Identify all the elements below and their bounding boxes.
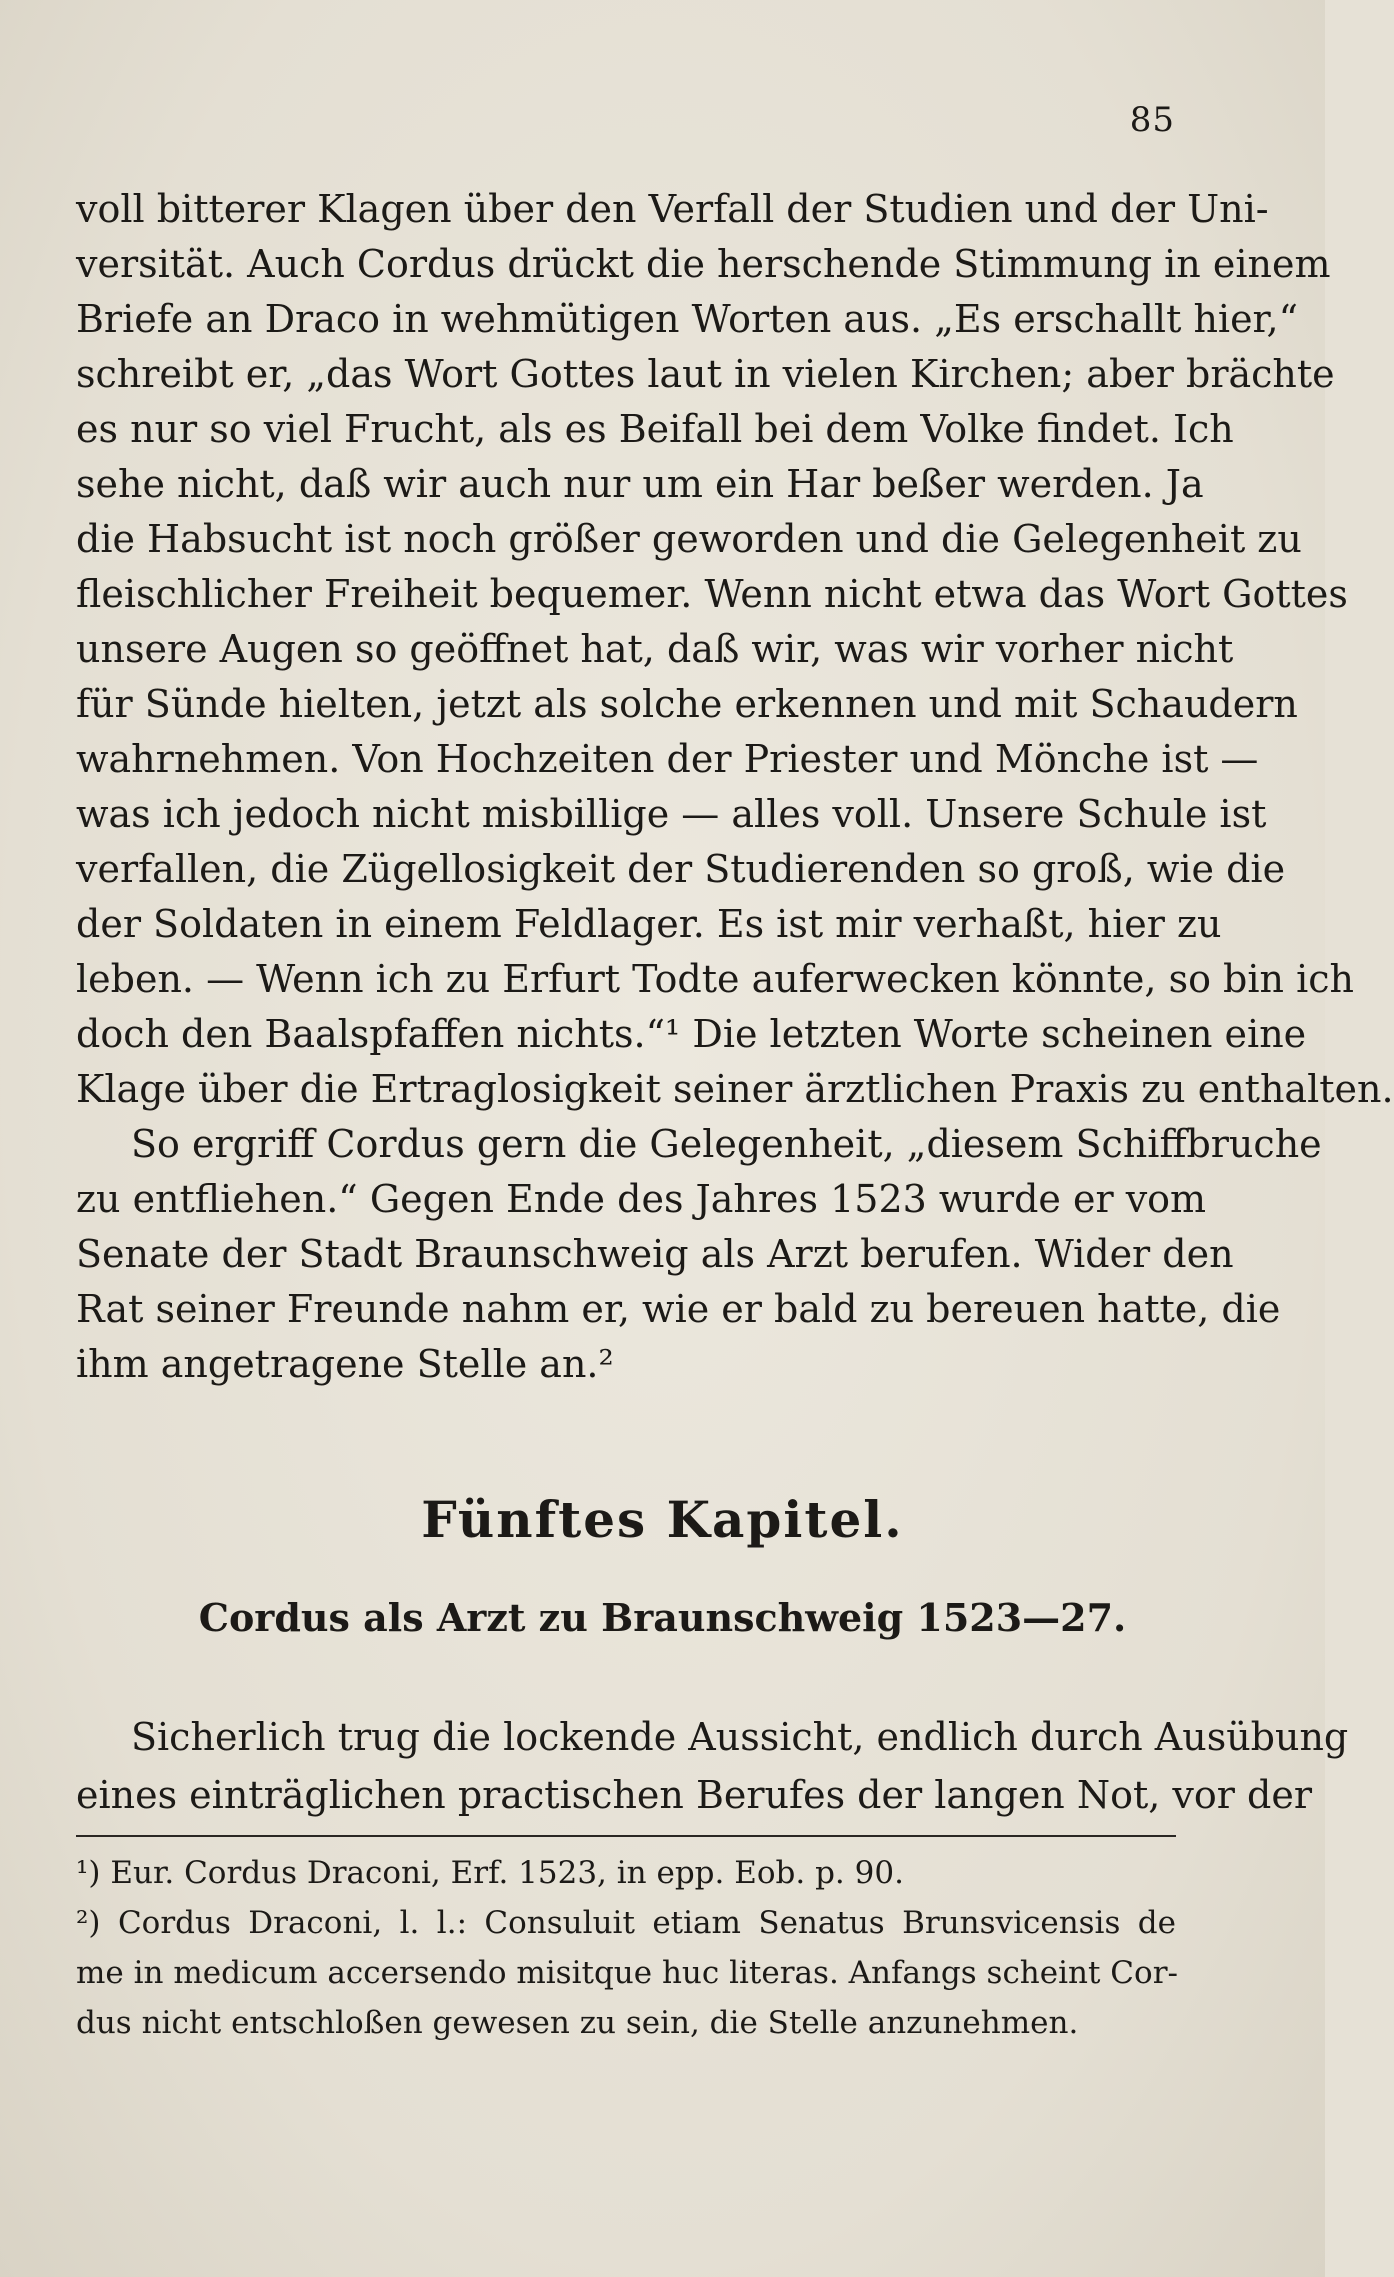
footnote-1: ¹) Eur. Cordus Draconi, Erf. 1523, in epp. Eob. p. 90. xyxy=(76,1855,904,1891)
text-line: Senate der Stadt Braunschweig als Arzt berufen. Wider den xyxy=(76,1232,1234,1276)
text-line: voll bitterer Klagen über den Verfall der Studien und der Uni- xyxy=(76,187,1269,231)
text-line: was ich jedoch nicht misbillige — alles voll. Unsere Schule ist xyxy=(76,792,1267,836)
footnote-2-continued: me in medicum accersendo misitque huc literas. Anfangs scheint Cor- xyxy=(76,1955,1178,1991)
text-line: zu entfliehen.“ Gegen Ende des Jahres 1523 wurde er vom xyxy=(76,1177,1207,1221)
text-line: schreibt er, „das Wort Gottes laut in vielen Kirchen; aber brächte xyxy=(76,352,1335,396)
text-line: Rat seiner Freunde nahm er, wie er bald zu bereuen hatte, die xyxy=(76,1287,1281,1331)
text-line: doch den Baalspfaffen nichts.“¹ Die letzten Worte scheinen eine xyxy=(76,1012,1307,1056)
main-text-block xyxy=(76,182,1394,1392)
text-line: fleischlicher Freiheit bequemer. Wenn nicht etwa das Wort Gottes xyxy=(76,572,1348,616)
chapter-title: Fünftes Kapitel. xyxy=(421,1490,904,1549)
text-line: leben. — Wenn ich zu Erfurt Todte auferwecken könnte, so bin ich xyxy=(76,957,1354,1001)
text-line: Sicherlich trug die lockende Aussicht, endlich durch Ausübung xyxy=(131,1715,1349,1759)
text-line: Briefe an Draco in wehmütigen Worten aus. „Es erschallt hier,“ xyxy=(76,297,1299,341)
text-line: der Soldaten in einem Feldlager. Es ist mir verhaßt, hier zu xyxy=(76,902,1222,946)
footnotes xyxy=(76,1848,1176,2048)
text-line: es nur so viel Frucht, als es Beifall bei dem Volke findet. Ich xyxy=(76,407,1234,451)
footnote-2: ²) Cordus Draconi, l. l.: Consuluit etiam Senatus Brunsvicensis de xyxy=(76,1905,1176,1941)
page-number: 85 xyxy=(1129,100,1175,140)
section-title: Cordus als Arzt zu Braunschweig 1523—27. xyxy=(198,1595,1127,1640)
text-line: Klage über die Ertraglosigkeit seiner ärztlichen Praxis zu enthalten. xyxy=(76,1067,1394,1111)
text-line: versität. Auch Cordus drückt die herschende Stimmung in einem xyxy=(76,242,1331,286)
text-line: ihm angetragene Stelle an.² xyxy=(76,1342,614,1386)
text-line: sehe nicht, daß wir auch nur um ein Har beßer werden. Ja xyxy=(76,462,1204,506)
footnote-divider xyxy=(76,1835,1176,1837)
text-line: für Sünde hielten, jetzt als solche erkennen und mit Schaudern xyxy=(76,682,1298,726)
text-line: unsere Augen so geöffnet hat, daß wir, was wir vorher nicht xyxy=(76,627,1234,671)
footnote-2-continued: dus nicht entschloßen gewesen zu sein, die Stelle anzunehmen. xyxy=(76,2005,1079,2041)
text-line: wahrnehmen. Von Hochzeiten der Priester und Mönche ist — xyxy=(76,737,1259,781)
text-line: So ergriff Cordus gern die Gelegenheit, „diesem Schiffbruche xyxy=(131,1122,1322,1166)
text-line: verfallen, die Zügellosigkeit der Studierenden so groß, wie die xyxy=(76,847,1286,891)
text-line: die Habsucht ist noch größer geworden und die Gelegenheit zu xyxy=(76,517,1302,561)
text-line: eines einträglichen practischen Berufes der langen Not, vor der xyxy=(76,1773,1312,1817)
section-text-block xyxy=(76,1708,1349,1824)
